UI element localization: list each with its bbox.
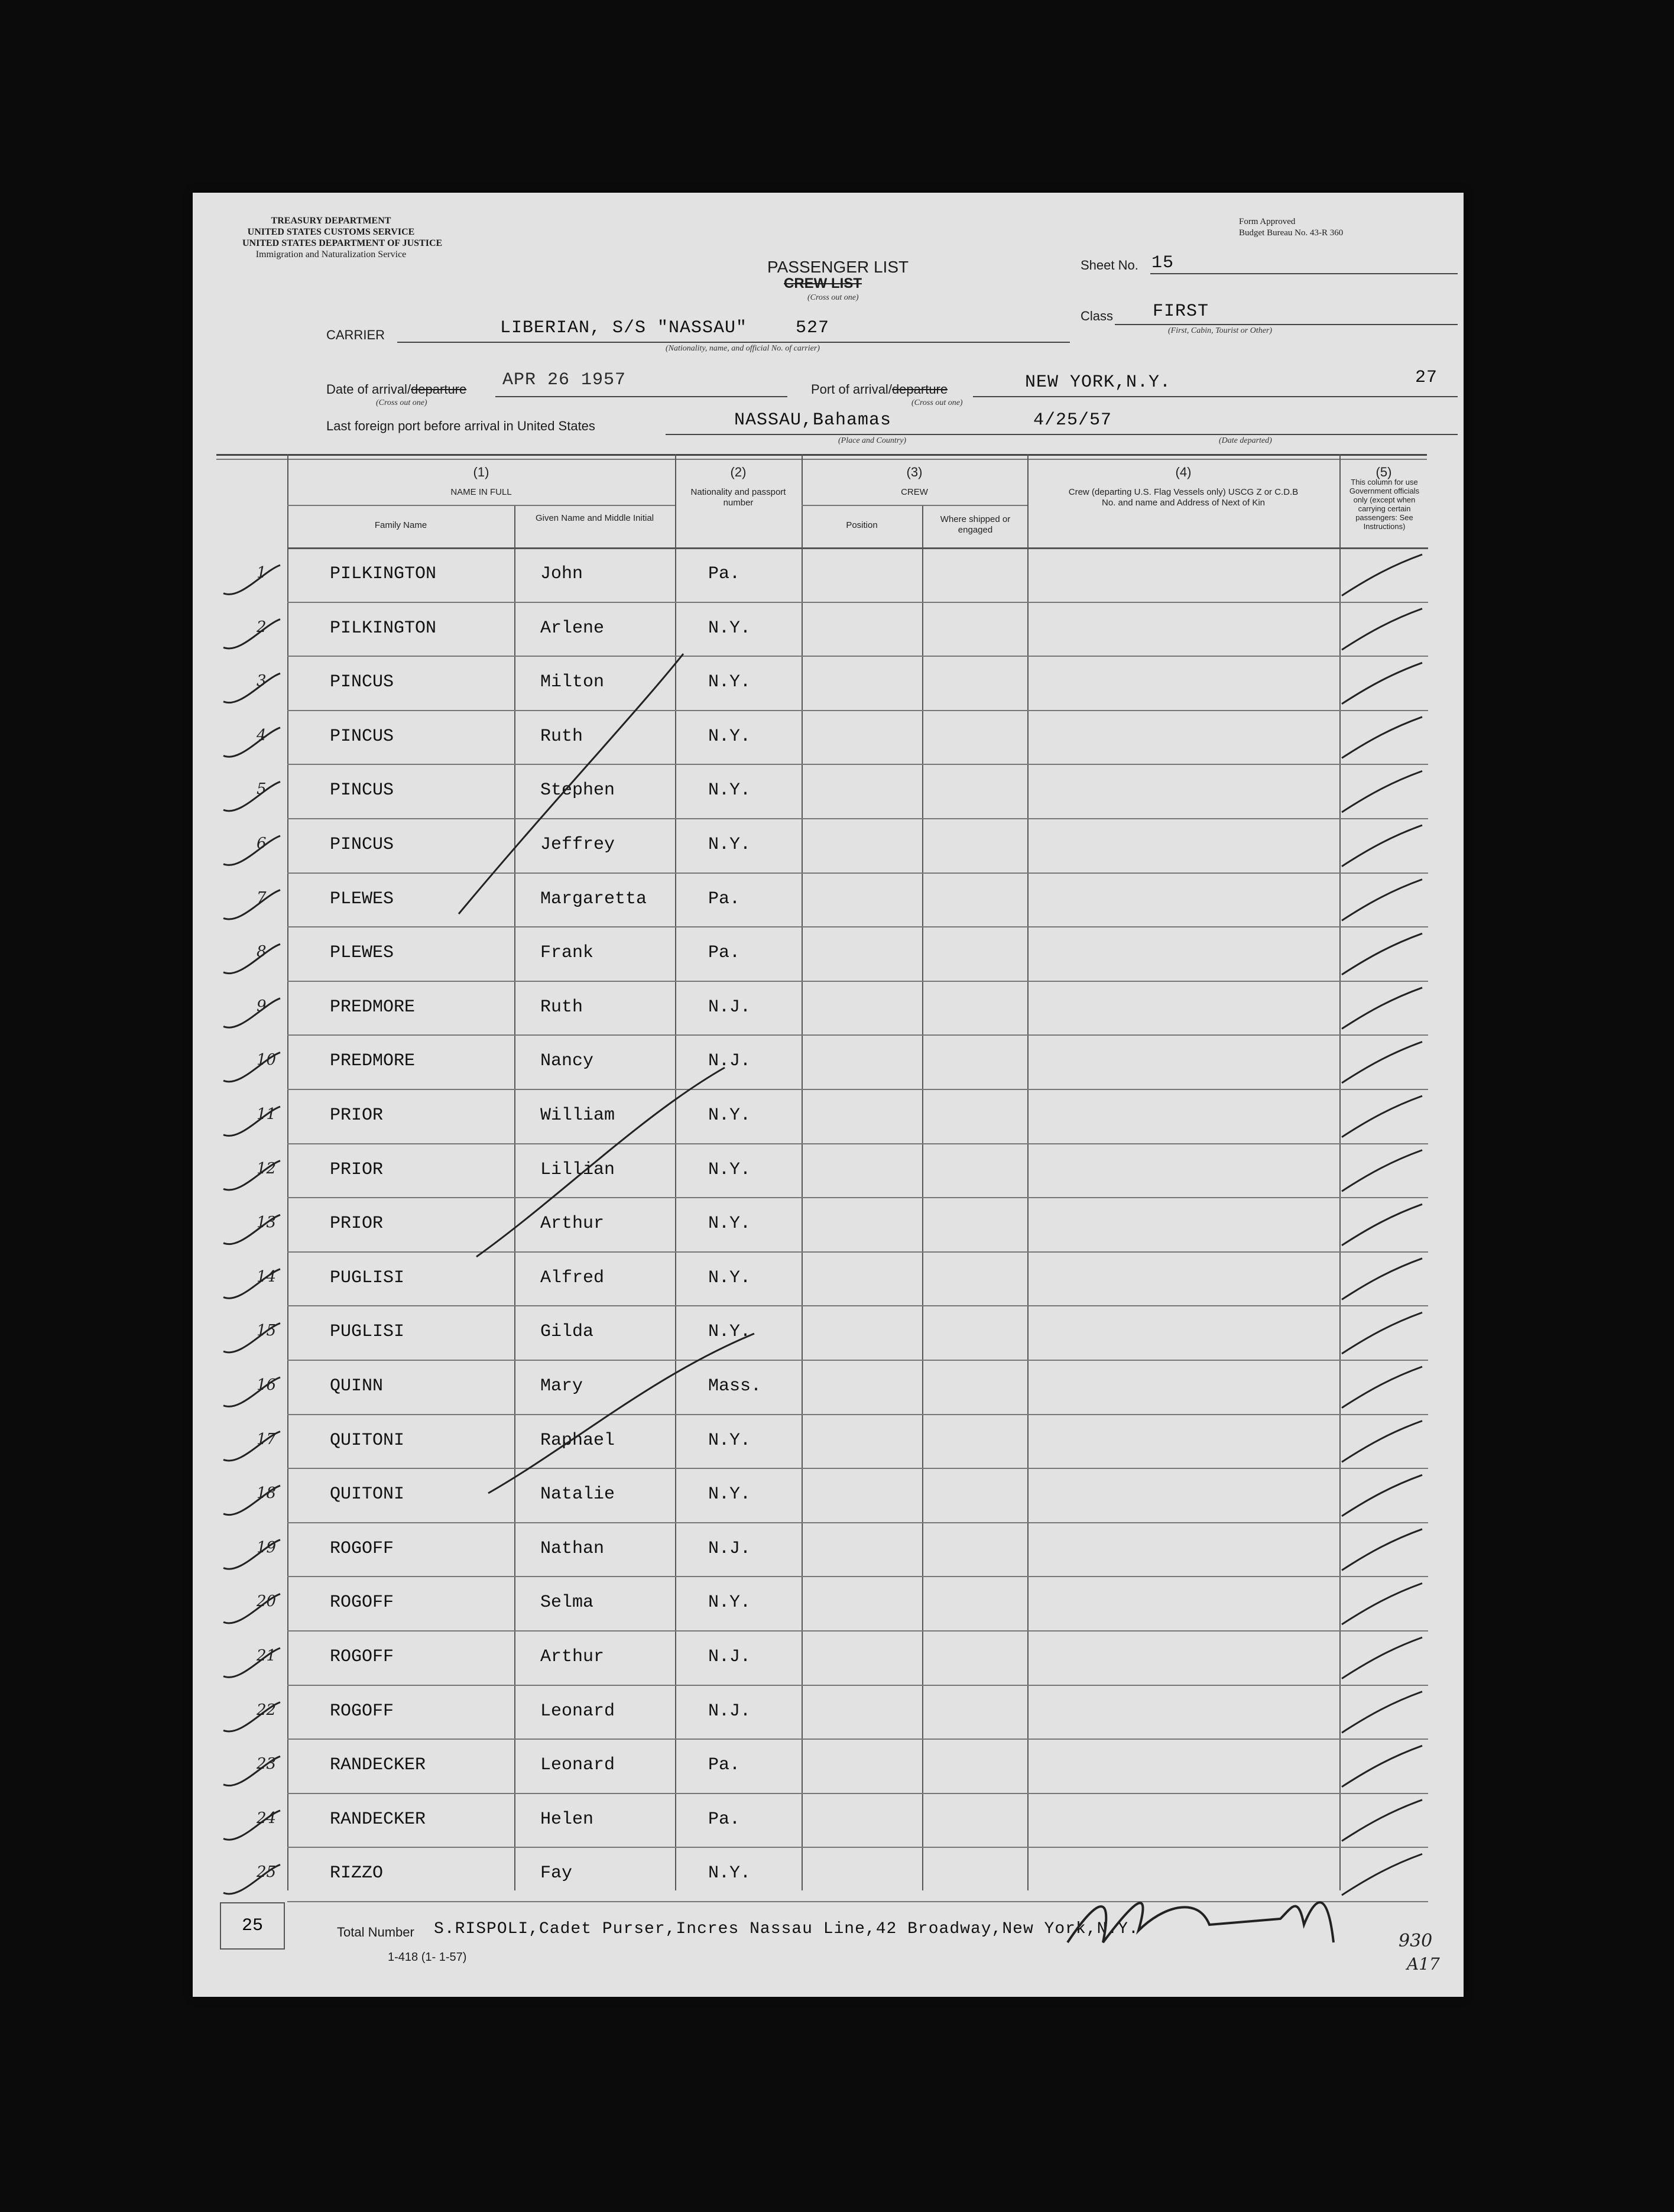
nationality: N.Y.	[708, 1214, 751, 1234]
date-label: Date of arrival/departure	[326, 382, 467, 397]
given-name: Milton	[540, 672, 605, 693]
row-number: 17	[257, 1430, 277, 1448]
class-value: FIRST	[1153, 301, 1209, 322]
family-name: PUGLISI	[330, 1322, 405, 1342]
row-number: 4	[257, 726, 267, 744]
given-name: Nancy	[540, 1051, 594, 1072]
family-name: PINCUS	[330, 780, 394, 801]
col-4-label: Crew (departing U.S. Flag Vessels only) USCG Z or C.D.B No. and name and Address of Next of Kin	[1068, 487, 1299, 508]
check-mark	[1342, 933, 1422, 975]
row-tick	[223, 1161, 280, 1190]
row-number: 18	[257, 1484, 277, 1503]
col-1-label: NAME IN FULL	[450, 487, 512, 497]
given-name: Margaretta	[540, 888, 647, 909]
nationality: N.Y.	[708, 672, 751, 693]
row-number: 9	[257, 997, 267, 1015]
nationality: N.Y.	[708, 835, 751, 855]
row-number: 20	[257, 1592, 277, 1611]
check-mark	[1342, 554, 1422, 596]
given-name: Ruth	[540, 997, 583, 1017]
row-number: 25	[257, 1863, 277, 1882]
check-mark	[1342, 988, 1422, 1029]
given-name: Stephen	[540, 780, 615, 801]
check-mark	[1342, 1529, 1422, 1571]
long-strike-3	[488, 1334, 754, 1493]
family-name: PILKINGTON	[330, 564, 437, 584]
row-number: 16	[257, 1376, 277, 1394]
family-name: PRIOR	[330, 1105, 384, 1126]
nationality: N.Y.	[708, 1267, 751, 1288]
cross-out-hint: (Cross out one)	[807, 293, 859, 302]
nationality: N.J.	[708, 1051, 751, 1072]
row-number: 24	[257, 1809, 277, 1827]
family-name: QUITONI	[330, 1430, 405, 1451]
check-mark	[1342, 825, 1422, 867]
family-name: PRIOR	[330, 1214, 384, 1234]
row-tick	[223, 781, 280, 810]
form-number: 1-418 (1- 1-57)	[388, 1951, 467, 1964]
row-tick	[223, 1648, 280, 1677]
row-number: 10	[257, 1051, 277, 1069]
row-number: 13	[257, 1214, 277, 1232]
given-name: Jeffrey	[540, 835, 615, 855]
check-mark	[1342, 1800, 1422, 1841]
given-name: Lillian	[540, 1159, 615, 1180]
check-mark	[1342, 880, 1422, 921]
family-name: ROGOFF	[330, 1592, 394, 1613]
carrier-hint: (Nationality, name, and official No. of carrier)	[666, 344, 820, 353]
dept-line: UNITED STATES DEPARTMENT OF JUSTICE	[242, 238, 443, 248]
row-tick	[223, 944, 280, 973]
row-number: 11	[257, 1105, 277, 1123]
date-departed: 4/25/57	[1033, 410, 1112, 430]
row-number: 19	[257, 1538, 277, 1556]
row-number: 1	[257, 564, 267, 582]
row-number: 21	[257, 1647, 277, 1665]
col-3a-label: Position	[846, 520, 878, 530]
row-tick	[223, 1052, 280, 1081]
nationality: Mass.	[708, 1376, 762, 1396]
last-port-value: NASSAU,Bahamas	[734, 410, 892, 430]
check-mark	[1342, 1096, 1422, 1137]
given-name: William	[540, 1105, 615, 1126]
nationality: N.Y.	[708, 780, 751, 801]
check-mark	[1342, 717, 1422, 758]
class-label: Class	[1081, 309, 1114, 323]
family-name: RANDECKER	[330, 1809, 426, 1830]
nationality: N.Y.	[708, 726, 751, 747]
given-name: John	[540, 564, 583, 584]
col-3-label: CREW	[901, 487, 928, 497]
family-name: PILKINGTON	[330, 618, 437, 638]
row-number: 8	[257, 943, 267, 961]
row-number: 23	[257, 1755, 277, 1773]
check-mark	[1342, 1746, 1422, 1787]
col-1-number: (1)	[473, 465, 489, 479]
row-tick	[223, 1432, 280, 1461]
check-mark	[1342, 663, 1422, 704]
given-name: Leonard	[540, 1701, 615, 1721]
nationality: N.Y.	[708, 1159, 751, 1180]
check-mark	[1342, 1637, 1422, 1679]
check-mark	[1342, 1367, 1422, 1408]
row-tick	[223, 890, 280, 919]
row-tick	[223, 673, 280, 702]
row-tick	[223, 1702, 280, 1731]
nationality: N.Y.	[708, 1484, 751, 1505]
row-tick	[223, 1756, 280, 1785]
row-tick	[223, 620, 280, 648]
annotation-bottom: A17	[1407, 1954, 1440, 1974]
col-4-number: (4)	[1175, 465, 1192, 479]
family-name: QUITONI	[330, 1484, 405, 1505]
date-value: APR 26 1957	[502, 370, 627, 390]
given-name: Natalie	[540, 1484, 615, 1505]
annotation-top: 930	[1399, 1931, 1433, 1951]
family-name: ROGOFF	[330, 1538, 394, 1559]
row-tick	[223, 1269, 280, 1298]
family-name: PLEWES	[330, 943, 394, 964]
row-number: 15	[257, 1322, 277, 1340]
nationality: N.Y.	[708, 1105, 751, 1126]
carrier-number: 527	[796, 318, 830, 338]
purser-line: S.RISPOLI,Cadet Purser,Incres Nassau Line,42 Broadway,New York,N.Y.	[434, 1920, 1139, 1938]
given-name: Nathan	[540, 1538, 605, 1559]
form-approved-line: Budget Bureau No. 43-R 360	[1239, 228, 1344, 238]
given-name: Selma	[540, 1592, 594, 1613]
check-mark	[1342, 609, 1422, 650]
sheet-number: 15	[1151, 253, 1175, 273]
last-port-hint: (Place and Country)	[838, 436, 907, 445]
given-name: Gilda	[540, 1322, 594, 1342]
nationality: Pa.	[708, 888, 741, 909]
given-name: Frank	[540, 943, 594, 964]
row-number: 14	[257, 1267, 277, 1286]
row-number: 6	[257, 835, 267, 852]
family-name: RIZZO	[330, 1863, 384, 1884]
last-port-label: Last foreign port before arrival in United States	[326, 419, 595, 433]
dept-line: Immigration and Naturalization Service	[255, 249, 407, 260]
check-mark	[1342, 1259, 1422, 1300]
long-strike-1	[459, 654, 683, 914]
check-mark	[1342, 1150, 1422, 1192]
dept-line: UNITED STATES CUSTOMS SERVICE	[247, 227, 415, 237]
total-number-box: 25	[220, 1902, 285, 1950]
check-mark	[1342, 1421, 1422, 1462]
struck-title: CREW LIST	[784, 275, 862, 291]
nationality: N.J.	[708, 1701, 751, 1721]
row-tick	[223, 1377, 280, 1406]
form-approved-line: Form Approved	[1239, 217, 1296, 226]
row-tick	[223, 1215, 280, 1244]
row-number: 7	[257, 888, 267, 907]
given-name: Helen	[540, 1809, 594, 1830]
col-2-number: (2)	[730, 465, 747, 479]
row-number: 22	[257, 1701, 277, 1719]
long-strike-2	[476, 1068, 725, 1257]
given-name: Alfred	[540, 1267, 605, 1288]
row-tick	[223, 1864, 280, 1893]
handwritten-marks	[193, 193, 1464, 1997]
nationality: N.J.	[708, 1538, 751, 1559]
check-mark	[1342, 1692, 1422, 1733]
port-value: NEW YORK,N.Y.	[1025, 372, 1172, 393]
row-tick	[223, 728, 280, 757]
family-name: PUGLISI	[330, 1267, 405, 1288]
page-title: PASSENGER LIST	[767, 258, 909, 276]
row-tick	[223, 1811, 280, 1840]
nationality: N.Y.	[708, 1430, 751, 1451]
total-label: Total Number	[337, 1925, 414, 1939]
nationality: N.J.	[708, 997, 751, 1017]
family-name: PINCUS	[330, 835, 394, 855]
family-name: PRIOR	[330, 1159, 384, 1180]
family-name: PREDMORE	[330, 997, 416, 1017]
nationality: N.Y.	[708, 1863, 751, 1884]
col-3-number: (3)	[906, 465, 923, 479]
family-name: PLEWES	[330, 888, 394, 909]
nationality: Pa.	[708, 1755, 741, 1776]
given-name: Arthur	[540, 1647, 605, 1667]
row-number: 3	[257, 672, 267, 690]
dept-line: TREASURY DEPARTMENT	[271, 216, 391, 226]
col-5-number: (5)	[1375, 465, 1392, 479]
check-mark	[1342, 771, 1422, 812]
given-name: Fay	[540, 1863, 573, 1884]
row-tick	[223, 1594, 280, 1623]
check-mark	[1342, 1475, 1422, 1516]
signature	[1068, 1902, 1334, 1942]
given-name: Leonard	[540, 1755, 615, 1776]
col-2-label: Nationality and passport number	[690, 487, 786, 508]
row-tick	[223, 1323, 280, 1352]
row-number: 5	[257, 780, 267, 799]
given-name: Ruth	[540, 726, 583, 747]
class-hint: (First, Cabin, Tourist or Other)	[1168, 326, 1273, 335]
row-tick	[223, 565, 280, 594]
row-tick	[223, 1486, 280, 1514]
nationality: N.Y.	[708, 1322, 751, 1342]
col-3b-label: Where shipped or engaged	[940, 514, 1011, 535]
carrier-label: CARRIER	[326, 327, 385, 342]
nationality: Pa.	[708, 943, 741, 964]
date-departed-hint: (Date departed)	[1219, 436, 1272, 445]
row-tick	[223, 1540, 280, 1569]
col-5-label: This column for use Government officials only (except when carrying certain passengers: See Instructions)	[1349, 478, 1420, 531]
row-tick	[223, 998, 280, 1027]
family-name: ROGOFF	[330, 1647, 394, 1667]
check-mark	[1342, 1854, 1422, 1895]
given-name: Arthur	[540, 1214, 605, 1234]
document-page	[193, 193, 1464, 1997]
given-name: Arlene	[540, 618, 605, 638]
row-tick	[223, 1107, 280, 1136]
family-name: RANDECKER	[330, 1755, 426, 1776]
row-number: 12	[257, 1159, 277, 1178]
family-name: PINCUS	[330, 672, 394, 693]
check-mark	[1342, 1042, 1422, 1083]
nationality: Pa.	[708, 564, 741, 584]
row-number: 2	[257, 618, 267, 636]
port-hint: (Cross out one)	[911, 398, 963, 407]
nationality: Pa.	[708, 1809, 741, 1830]
check-mark	[1342, 1204, 1422, 1246]
given-name: Raphael	[540, 1430, 615, 1451]
family-name: ROGOFF	[330, 1701, 394, 1721]
sheet-label: Sheet No.	[1081, 258, 1138, 273]
check-mark	[1342, 1583, 1422, 1624]
row-tick	[223, 836, 280, 865]
col-1a-label: Family Name	[374, 520, 427, 530]
check-mark	[1342, 1312, 1422, 1354]
port-side-number: 27	[1415, 368, 1438, 388]
nationality: N.Y.	[708, 1592, 751, 1613]
nationality: N.Y.	[708, 618, 751, 638]
port-label: Port of arrival/departure	[811, 382, 948, 397]
family-name: PREDMORE	[330, 1051, 416, 1072]
carrier-value: LIBERIAN, S/S "NASSAU"	[500, 318, 748, 338]
col-1b-label: Given Name and Middle Initial	[535, 513, 654, 523]
family-name: QUINN	[330, 1376, 384, 1396]
nationality: N.J.	[708, 1647, 751, 1667]
family-name: PINCUS	[330, 726, 394, 747]
date-hint: (Cross out one)	[376, 398, 427, 407]
given-name: Mary	[540, 1376, 583, 1396]
